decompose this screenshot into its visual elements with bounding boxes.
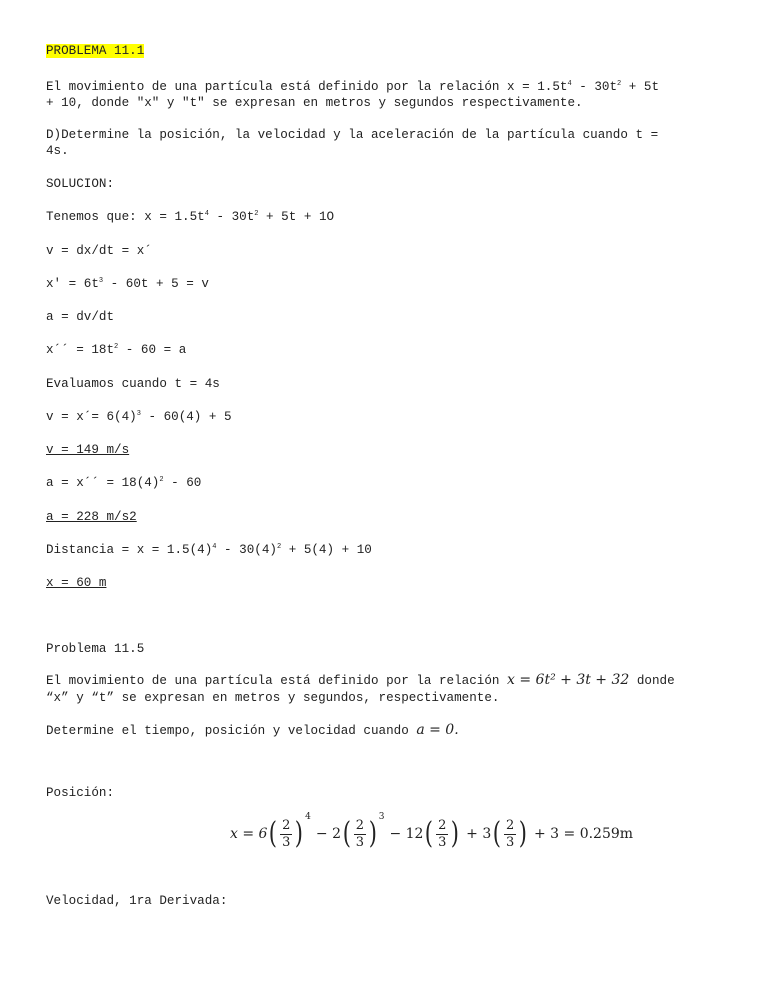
eq-text: + 5t + 1O bbox=[258, 210, 335, 224]
denominator: 3 bbox=[282, 834, 291, 850]
inline-equation: x = 6t² + 3t + 32 bbox=[507, 672, 630, 688]
stmt-text: El movimiento de una partícula está definido por la relación x = 1.5t bbox=[46, 80, 568, 94]
statement-line-1 bbox=[46, 79, 659, 95]
equation-a bbox=[46, 342, 186, 358]
fraction bbox=[354, 818, 366, 851]
inline-equation: a = 0. bbox=[416, 722, 459, 738]
solution-heading: SOLUCION: bbox=[46, 177, 115, 191]
paren-close: ) bbox=[295, 816, 304, 851]
eq-term: − 12 bbox=[389, 826, 424, 842]
x-result bbox=[46, 575, 106, 591]
exponent: 2 bbox=[276, 543, 282, 551]
fraction bbox=[280, 818, 292, 851]
distance-evaluation bbox=[46, 542, 372, 558]
eq-text: - 60 = a bbox=[118, 343, 187, 357]
numerator: 2 bbox=[282, 817, 291, 833]
paren-close: ) bbox=[368, 816, 377, 851]
denominator: 3 bbox=[505, 834, 515, 850]
eq-text: Tenemos que: x = 1.5t bbox=[46, 210, 205, 224]
eq-text: - 60(4) + 5 bbox=[140, 410, 232, 424]
equation-v-def: v = dx/dt = x´ bbox=[46, 244, 152, 258]
eq-result: + 3 = 0.259m bbox=[533, 826, 634, 842]
exponent: 3 bbox=[136, 410, 141, 418]
statement-line-2: + 10, donde "x" y "t" se expresan en metros y segundos respectivamente. bbox=[46, 96, 583, 110]
exponent: 2 bbox=[159, 476, 164, 484]
paren-close: ) bbox=[451, 816, 460, 851]
v-result-text: v = 149 m/s bbox=[46, 443, 130, 457]
eq-text: x´´ = 18t bbox=[46, 343, 115, 357]
equation-x bbox=[46, 209, 334, 225]
problem-11-5-title: Problema 11.5 bbox=[46, 642, 145, 656]
problem-11-1-title bbox=[46, 43, 144, 59]
a-evaluation bbox=[46, 475, 201, 491]
paren-open: ( bbox=[269, 816, 278, 851]
exponent: 2 bbox=[617, 80, 622, 88]
numerator: 2 bbox=[505, 817, 515, 833]
numerator: 2 bbox=[355, 817, 364, 833]
eq-lead: x = 6 bbox=[230, 826, 268, 842]
a-result bbox=[46, 509, 137, 525]
stmt-text: El movimiento de una partícula está definido por la relación bbox=[46, 674, 508, 688]
eq-text: a = x´´ = 18(4) bbox=[46, 476, 160, 490]
denominator: 3 bbox=[355, 834, 364, 850]
velocity-label: Velocidad, 1ra Derivada: bbox=[46, 894, 228, 908]
equation-a-def: a = dv/dt bbox=[46, 310, 115, 324]
x-result-text: x = 60 m bbox=[46, 576, 107, 590]
exponent: 2 bbox=[114, 343, 119, 351]
eq-text: - 30(4) bbox=[216, 543, 277, 557]
fraction bbox=[436, 818, 448, 851]
position-equation bbox=[230, 812, 633, 856]
eq-term: − 2 bbox=[315, 826, 341, 842]
p2-statement-line-1 bbox=[46, 672, 675, 689]
question-line-1: D)Determine la posición, la velocidad y la aceleración de la partícula cuando t = bbox=[46, 128, 659, 142]
eq-term: + 3 bbox=[466, 826, 492, 842]
position-label: Posición: bbox=[46, 786, 115, 800]
eq-text: Distancia = x = 1.5(4) bbox=[46, 543, 213, 557]
stmt-text: + 5t bbox=[621, 80, 660, 94]
eq-text: - 60 bbox=[163, 476, 202, 490]
stmt-text: - 30t bbox=[571, 80, 618, 94]
v-evaluation bbox=[46, 409, 232, 425]
p2-question bbox=[46, 722, 459, 739]
a-result-text: a = 228 m/s2 bbox=[46, 510, 137, 524]
v-result bbox=[46, 442, 129, 458]
evaluate-line: Evaluamos cuando t = 4s bbox=[46, 377, 220, 391]
fraction bbox=[504, 818, 516, 851]
denominator: 3 bbox=[438, 834, 447, 850]
exponent: 2 bbox=[254, 210, 259, 218]
paren-open: ( bbox=[493, 816, 502, 851]
power: 3 bbox=[378, 812, 385, 822]
equation-v bbox=[46, 276, 209, 292]
question-line-2: 4s. bbox=[46, 144, 69, 158]
paren-open: ( bbox=[342, 816, 351, 851]
exponent: 4 bbox=[567, 80, 572, 88]
paren-close: ) bbox=[519, 816, 528, 851]
eq-text: x' = 6t bbox=[46, 277, 99, 291]
p2-statement-line-2: “x” y “t” se expresan en metros y segundos, respectivamente. bbox=[46, 691, 500, 705]
exponent: 4 bbox=[212, 543, 217, 551]
power: 4 bbox=[305, 812, 311, 822]
eq-text: + 5(4) + 10 bbox=[281, 543, 372, 557]
numerator: 2 bbox=[438, 817, 447, 833]
eq-text: - 60t + 5 = v bbox=[103, 277, 209, 291]
exponent: 3 bbox=[98, 277, 104, 285]
stmt-text: donde bbox=[629, 674, 675, 688]
q-text: Determine el tiempo, posición y velocidad cuando bbox=[46, 724, 417, 738]
paren-open: ( bbox=[425, 816, 434, 851]
eq-text: - 30t bbox=[208, 210, 255, 224]
exponent: 4 bbox=[204, 210, 209, 218]
eq-text: v = x´= 6(4) bbox=[46, 410, 137, 424]
title-highlight: PROBLEMA 11.1 bbox=[46, 44, 145, 58]
